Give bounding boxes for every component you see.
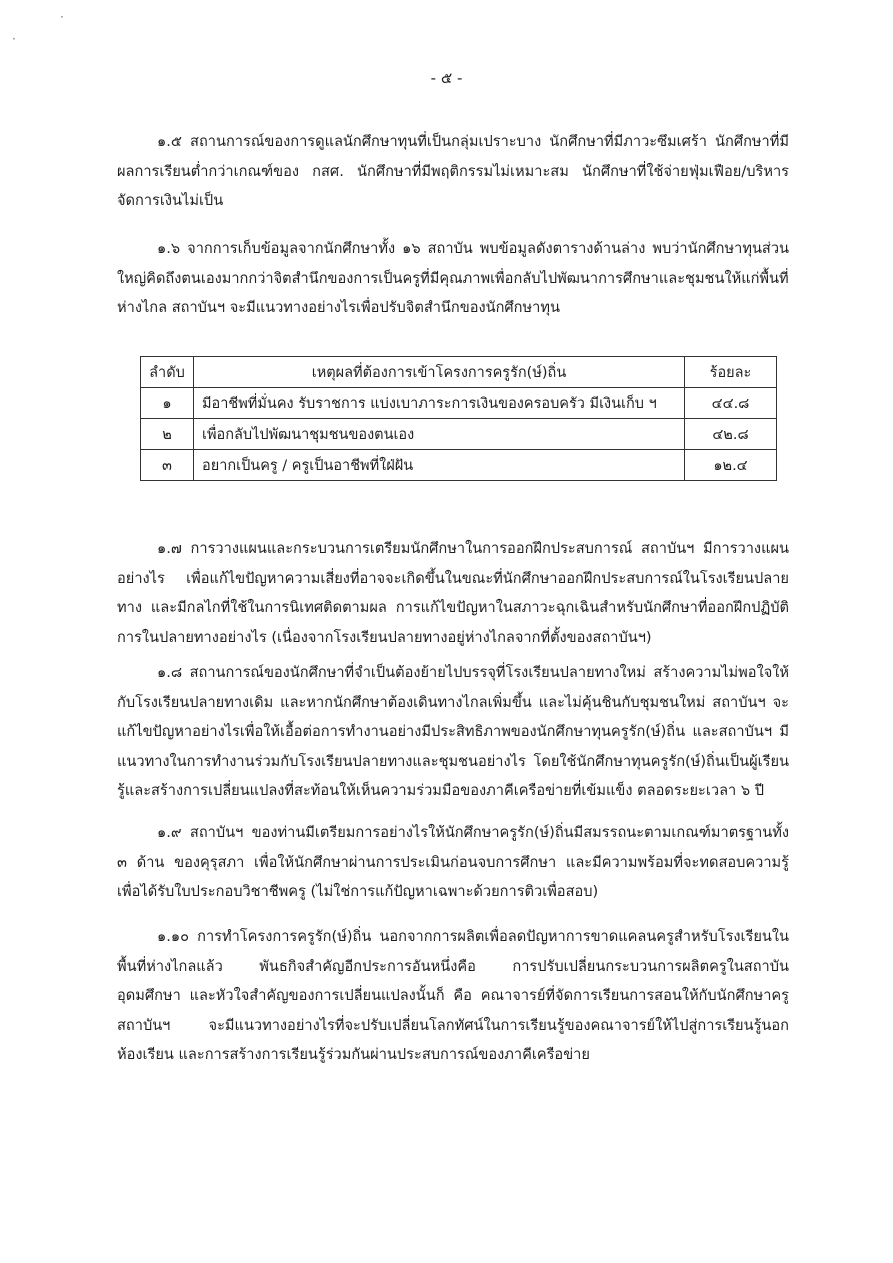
header-percent: ร้อยละ — [685, 357, 777, 388]
scan-speck: · — [12, 32, 16, 46]
table-row — [141, 388, 777, 419]
header-no: ลำดับ — [141, 357, 194, 388]
paragraph-1-5: ๑.๕ สถานการณ์ของการดูแลนักศึกษาทุนที่เป็นกลุ่มเปราะบาง นักศึกษาที่มีภาวะซึมเศร้า นักศึกษาที่มีผลการเรียนต่ำกว่าเกณฑ์ของ กสศ. นักศึกษาที่มีพฤติกรรมไม่เหมาะสม นักศึกษาที่ใช้จ่ายฟุ่มเฟือย/บริหารจัดการเงินไม่เป็น — [117, 133, 789, 209]
scan-speck: · — [60, 10, 64, 24]
header-reason: เหตุผลที่ต้องการเข้าโครงการครูรัก(ษ์)ถิ่น — [194, 357, 685, 388]
row-reason: เพื่อกลับไปพัฒนาชุมชนของตนเอง — [194, 419, 685, 450]
row-no: ๑ — [141, 388, 194, 419]
page-number: - ๕ - — [430, 69, 463, 87]
row-percent: ๔๒.๘ — [685, 419, 777, 450]
paragraph-1-6: ๑.๖ จากการเก็บข้อมูลจากนักศึกษาทั้ง ๑๖ สถาบัน พบข้อมูลดังตารางด้านล่าง พบว่านักศึกษาทุนส่วนใหญ่คิดถึงตนเองมากกว่าจิตสำนึกของการเป็นครูที่มีคุณภาพเพื่อกลับไปพัฒนาการศึกษาและชุมชนให้แก่พื้นที่ห่างไกล สถาบันฯ จะมีแนวทางอย่างไรเพื่อปรับจิตสำนึกของนักศึกษาทุน — [117, 240, 789, 316]
table-header-row — [141, 357, 777, 388]
row-reason: อยากเป็นครู / ครูเป็นอาชีพที่ใฝ่ฝัน — [194, 450, 685, 481]
row-percent: ๔๔.๘ — [685, 388, 777, 419]
paragraph-1-10: ๑.๑๐ การทำโครงการครูรัก(ษ์)ถิ่น นอกจากการผลิตเพื่อลดปัญหาการขาดแคลนครูสำหรับโรงเรียนในพื้นที่ห่างไกลแล้ว พันธกิจสำคัญอีกประการอันหนึ่งคือ การปรับเปลี่ยนกระบวนการผลิตครูในสถาบันอุดมศึกษา และหัวใจสำคัญของการเปลี่ยนแปลงนั้นก็ คือ คณาจารย์ที่จัดการเรียนการสอนให้กับนักศึกษาครู สถาบันฯ จะมีแนวทางอย่างไรที่จะปรับเปลี่ยนโลกทัศน์ในการเรียนรู้ของคณาจารย์ให้ไปสู่การเรียนรู้นอกห้องเรียน และการสร้างการเรียนรู้ร่วมกันผ่านประสบการณ์ของภาคีเครือข่าย — [117, 928, 789, 1063]
paragraph-1-7: ๑.๗ การวางแผนและกระบวนการเตรียมนักศึกษาในการออกฝึกประสบการณ์ สถาบันฯ มีการวางแผนอย่างไร เพื่อแก้ไขปัญหาความเสี่ยงที่อาจจะเกิดขึ้นในขณะที่นักศึกษาออกฝึกประสบการณ์ในโรงเรียนปลายทาง และมีกลไกที่ใช้ในการนิเทศติดตามผล การแก้ไขปัญหาในสภาวะฉุกเฉินสำหรับนักศึกษาที่ออกฝึกปฏิบัติการในปลายทางอย่างไร (เนื่องจากโรงเรียนปลายทางอยู่ห่างไกลจากที่ตั้งของสถาบันฯ) — [117, 540, 789, 646]
row-percent: ๑๒.๔ — [685, 450, 777, 481]
table-row — [141, 419, 777, 450]
row-no: ๒ — [141, 419, 194, 450]
paragraph-1-9: ๑.๙ สถาบันฯ ของท่านมีเตรียมการอย่างไรให้นักศึกษาครูรัก(ษ์)ถิ่นมีสมรรถนะตามเกณฑ์มาตรฐานทั้ง ๓ ด้าน ของคุรุสภา เพื่อให้นักศึกษาผ่านการประเมินก่อนจบการศึกษา และมีความพร้อมที่จะทดสอบความรู้เพื่อได้รับใบประกอบวิชาชีพครู (ไม่ใช่การแก้ปัญหาเฉพาะด้วยการติวเพื่อสอบ) — [117, 824, 789, 900]
row-reason: มีอาชีพที่มั่นคง รับราชการ แบ่งเบาภาระการเงินของครอบครัว มีเงินเก็บ ฯ — [194, 388, 685, 419]
reasons-table — [140, 356, 777, 481]
paragraph-1-8: ๑.๘ สถานการณ์ของนักศึกษาที่จำเป็นต้องย้ายไปบรรจุที่โรงเรียนปลายทางใหม่ สร้างความไม่พอใจให้กับโรงเรียนปลายทางเดิม และหากนักศึกษาต้องเดินทางไกลเพิ่มขึ้น และไม่คุ้นชินกับชุมชนใหม่ สถาบันฯ จะแก้ไขปัญหาอย่างไรเพื่อให้เอื้อต่อการทำงานอย่างมีประสิทธิภาพของนักศึกษาทุนครูรัก(ษ์)ถิ่น และสถาบันฯ มีแนวทางในการทำงานร่วมกับโรงเรียนปลายทางและชุมชนอย่างไร โดยใช้นักศึกษาทุนครูรัก(ษ์)ถิ่นเป็นผู้เรียนรู้และสร้างการเปลี่ยนแปลงที่สะท้อนให้เห็นความร่วมมือของภาคีเครือข่ายที่เข้มแข็ง ตลอดระยะเวลา ๖ ปี — [117, 664, 789, 799]
row-no: ๓ — [141, 450, 194, 481]
table-row — [141, 450, 777, 481]
